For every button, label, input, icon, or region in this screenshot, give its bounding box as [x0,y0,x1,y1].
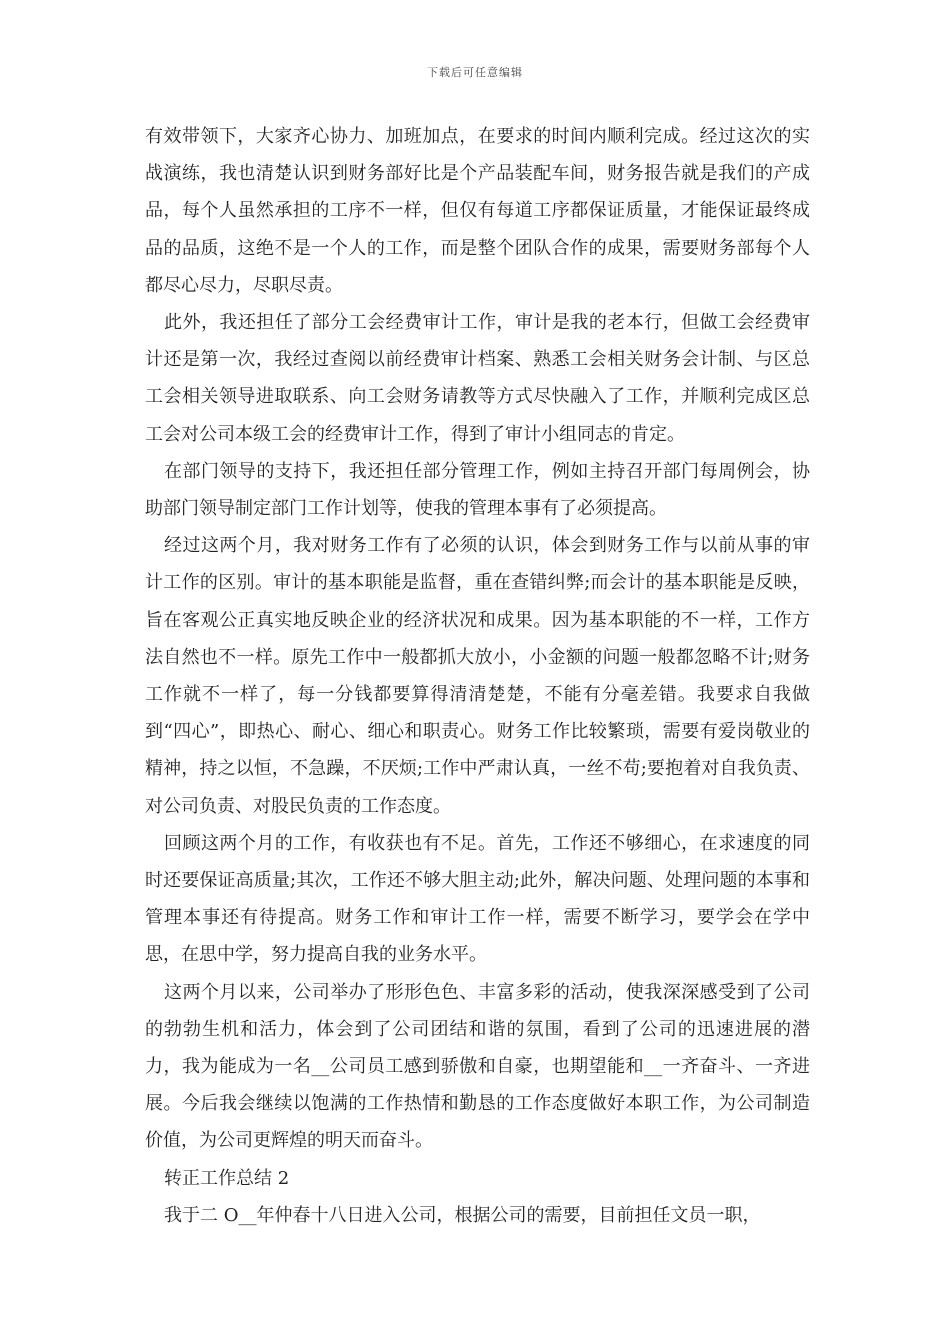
document-body [145,118,810,1234]
section-title: 转正工作总结 2 [164,1167,290,1189]
paragraph-section-start: 我于二 O__年仲春十八日进入公司，根据公司的需要，目前担任文员一职， [164,1204,761,1226]
paragraph-review: 回顾这两个月的工作，有收获也有不足。首先，工作还不够细心，在求速度的同时还要保证高质量;其次，工作还不够大胆主动;此外，解决问题、处理问题的本事和管理本事还有待提高。财务工作和审计工作一样，需要不断学习，要学会在学中思，在思中学，努力提高自我的业务水平。 [145,832,810,966]
page-header-note: 下载后可任意编辑 [427,66,523,79]
paragraph-management: 在部门领导的支持下，我还担任部分管理工作，例如主持召开部门每周例会，协助部门领导制定部门工作计划等，使我的管理本事有了必须提高。 [145,460,810,520]
paragraph-reflection: 经过这两个月，我对财务工作有了必须的认识，体会到财务工作与以前从事的审计工作的区别。审计的基本职能是监督，重在查错纠弊;而会计的基本职能是反映，旨在客观公正真实地反映企业的经济状况和成果。因为基本职能的不一样，工作方法自然也不一样。原先工作中一般都抓大放小，小金额的问题一般都忽略不计;财务工作就不一样了，每一分钱都要算得清清楚楚，不能有分毫差错。我要求自我做到“四心”，即热心、耐心、细心和职责心。财务工作比较繁琐，需要有爱岗敬业的精神，持之以恒，不急躁，不厌烦;工作中严肃认真，一丝不苟;要抱着对自我负责、对公司负责、对股民负责的工作态度。 [145,535,810,817]
paragraph-continuation: 有效带领下，大家齐心协力、加班加点，在要求的时间内顺利完成。经过这次的实战演练，我也清楚认识到财务部好比是个产品装配车间，财务报告就是我们的产成品，每个人虽然承担的工序不一样，但仅有每道工序都保证质量，才能保证最终成品的品质，这绝不是一个人的工作，而是整个团队合作的成果，需要财务部每个人都尽心尽力，尽职尽责。 [145,126,810,296]
paragraph-outlook: 这两个月以来，公司举办了形形色色、丰富多彩的活动，使我深深感受到了公司的勃勃生机和活力，体会到了公司团结和谐的氛围，看到了公司的迅速进展的潜力，我为能成为一名__公司员工感到骄傲和自豪，也期望能和__一齐奋斗、一齐进展。今后我会继续以饱满的工作热情和勤恳的工作态度做好本职工作，为公司制造价值，为公司更辉煌的明天而奋斗。 [145,981,810,1152]
paragraph-union-audit: 此外，我还担任了部分工会经费审计工作，审计是我的老本行，但做工会经费审计还是第一次，我经过查阅以前经费审计档案、熟悉工会相关财务会计制、与区总工会相关领导进取联系、向工会财务请教等方式尽快融入了工作，并顺利完成区总工会对公司本级工会的经费审计工作，得到了审计小组同志的肯定。 [145,312,810,445]
